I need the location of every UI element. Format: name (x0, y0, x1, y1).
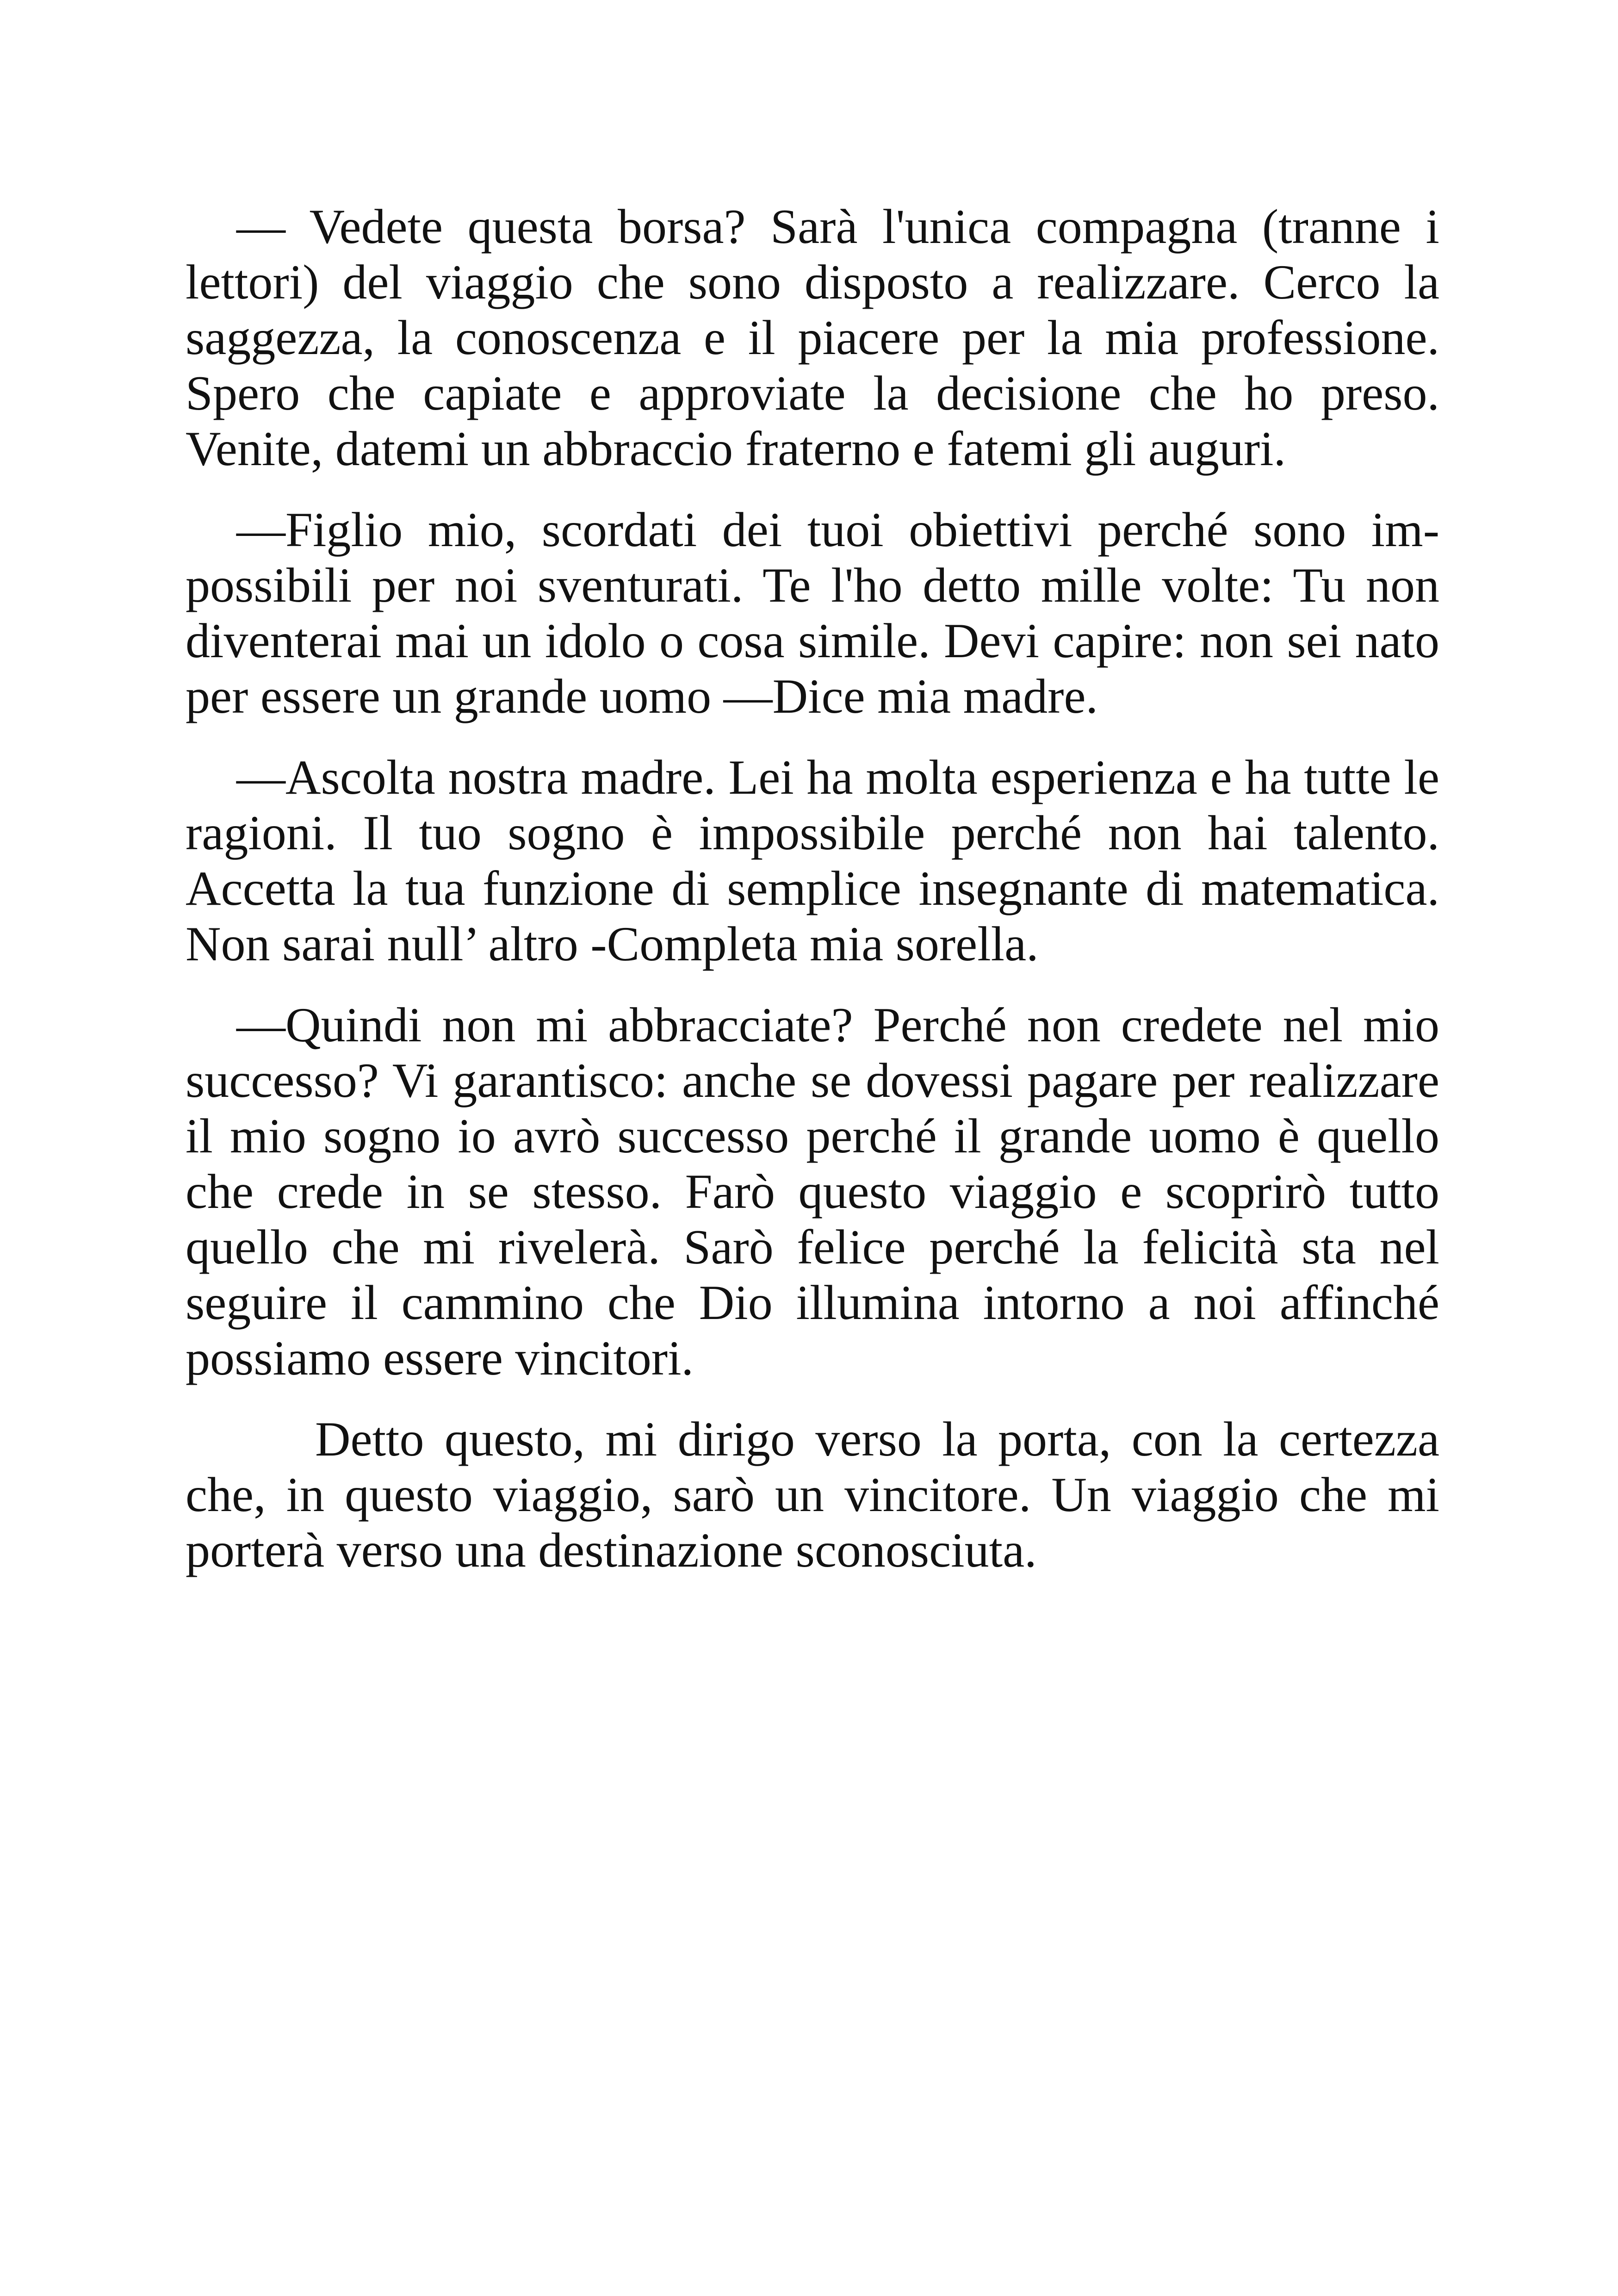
paragraph-departure: Detto questo, mi dirigo verso la porta, con la certezza che, in questo viaggio, sarò un vincitore. Un viaggio che mi porterà verso una destinazione sconosciuta. (186, 1412, 1439, 1577)
paragraph-bag-speech: — Vedete questa borsa? Sarà l'unica compagna (tranne i lettori) del viaggio che sono disposto a realizzare. Cerco la saggezza, la conoscenza e il piacere per la mia professione. Spero che capiate e approviate la decisione che ho preso. Venite, datemi un abbraccio fraterno e fatemi gli auguri. (186, 199, 1439, 476)
paragraph-narrator-reply: —Quindi non mi abbracciate? Perché non credete nel mio successo? Vi garantisco: anche se dovessi pagare per realizzare il mio sogno io avrò successo perché il grande uomo è quello che crede in se stesso. Farò questo viaggio e scoprirò tutto quello che mi rivelerà. Sarò felice perché la felicità sta nel seguire il cammino che Dio illumina intorno a noi affinché possiamo essere vincitori. (186, 998, 1439, 1385)
document-body (186, 199, 1439, 1604)
paragraph-sister-reply: —Ascolta nostra madre. Lei ha molta esperienza e ha tutte le ragioni. Il tuo sogno è impossibile perché non hai talento. Accetta la tua funzione di semplice insegnante di matematica. Non sarai null’ altro -Completa mia sorella. (186, 750, 1439, 971)
paragraph-mother-reply: —Figlio mio, scordati dei tuoi obiettivi perché sono impossibili per noi sventurati. Te l'ho detto mille volte: Tu non diventerai mai un idolo o cosa simile. Devi capire: non sei nato per essere un grande uomo —Dice mia madre. (186, 503, 1439, 723)
